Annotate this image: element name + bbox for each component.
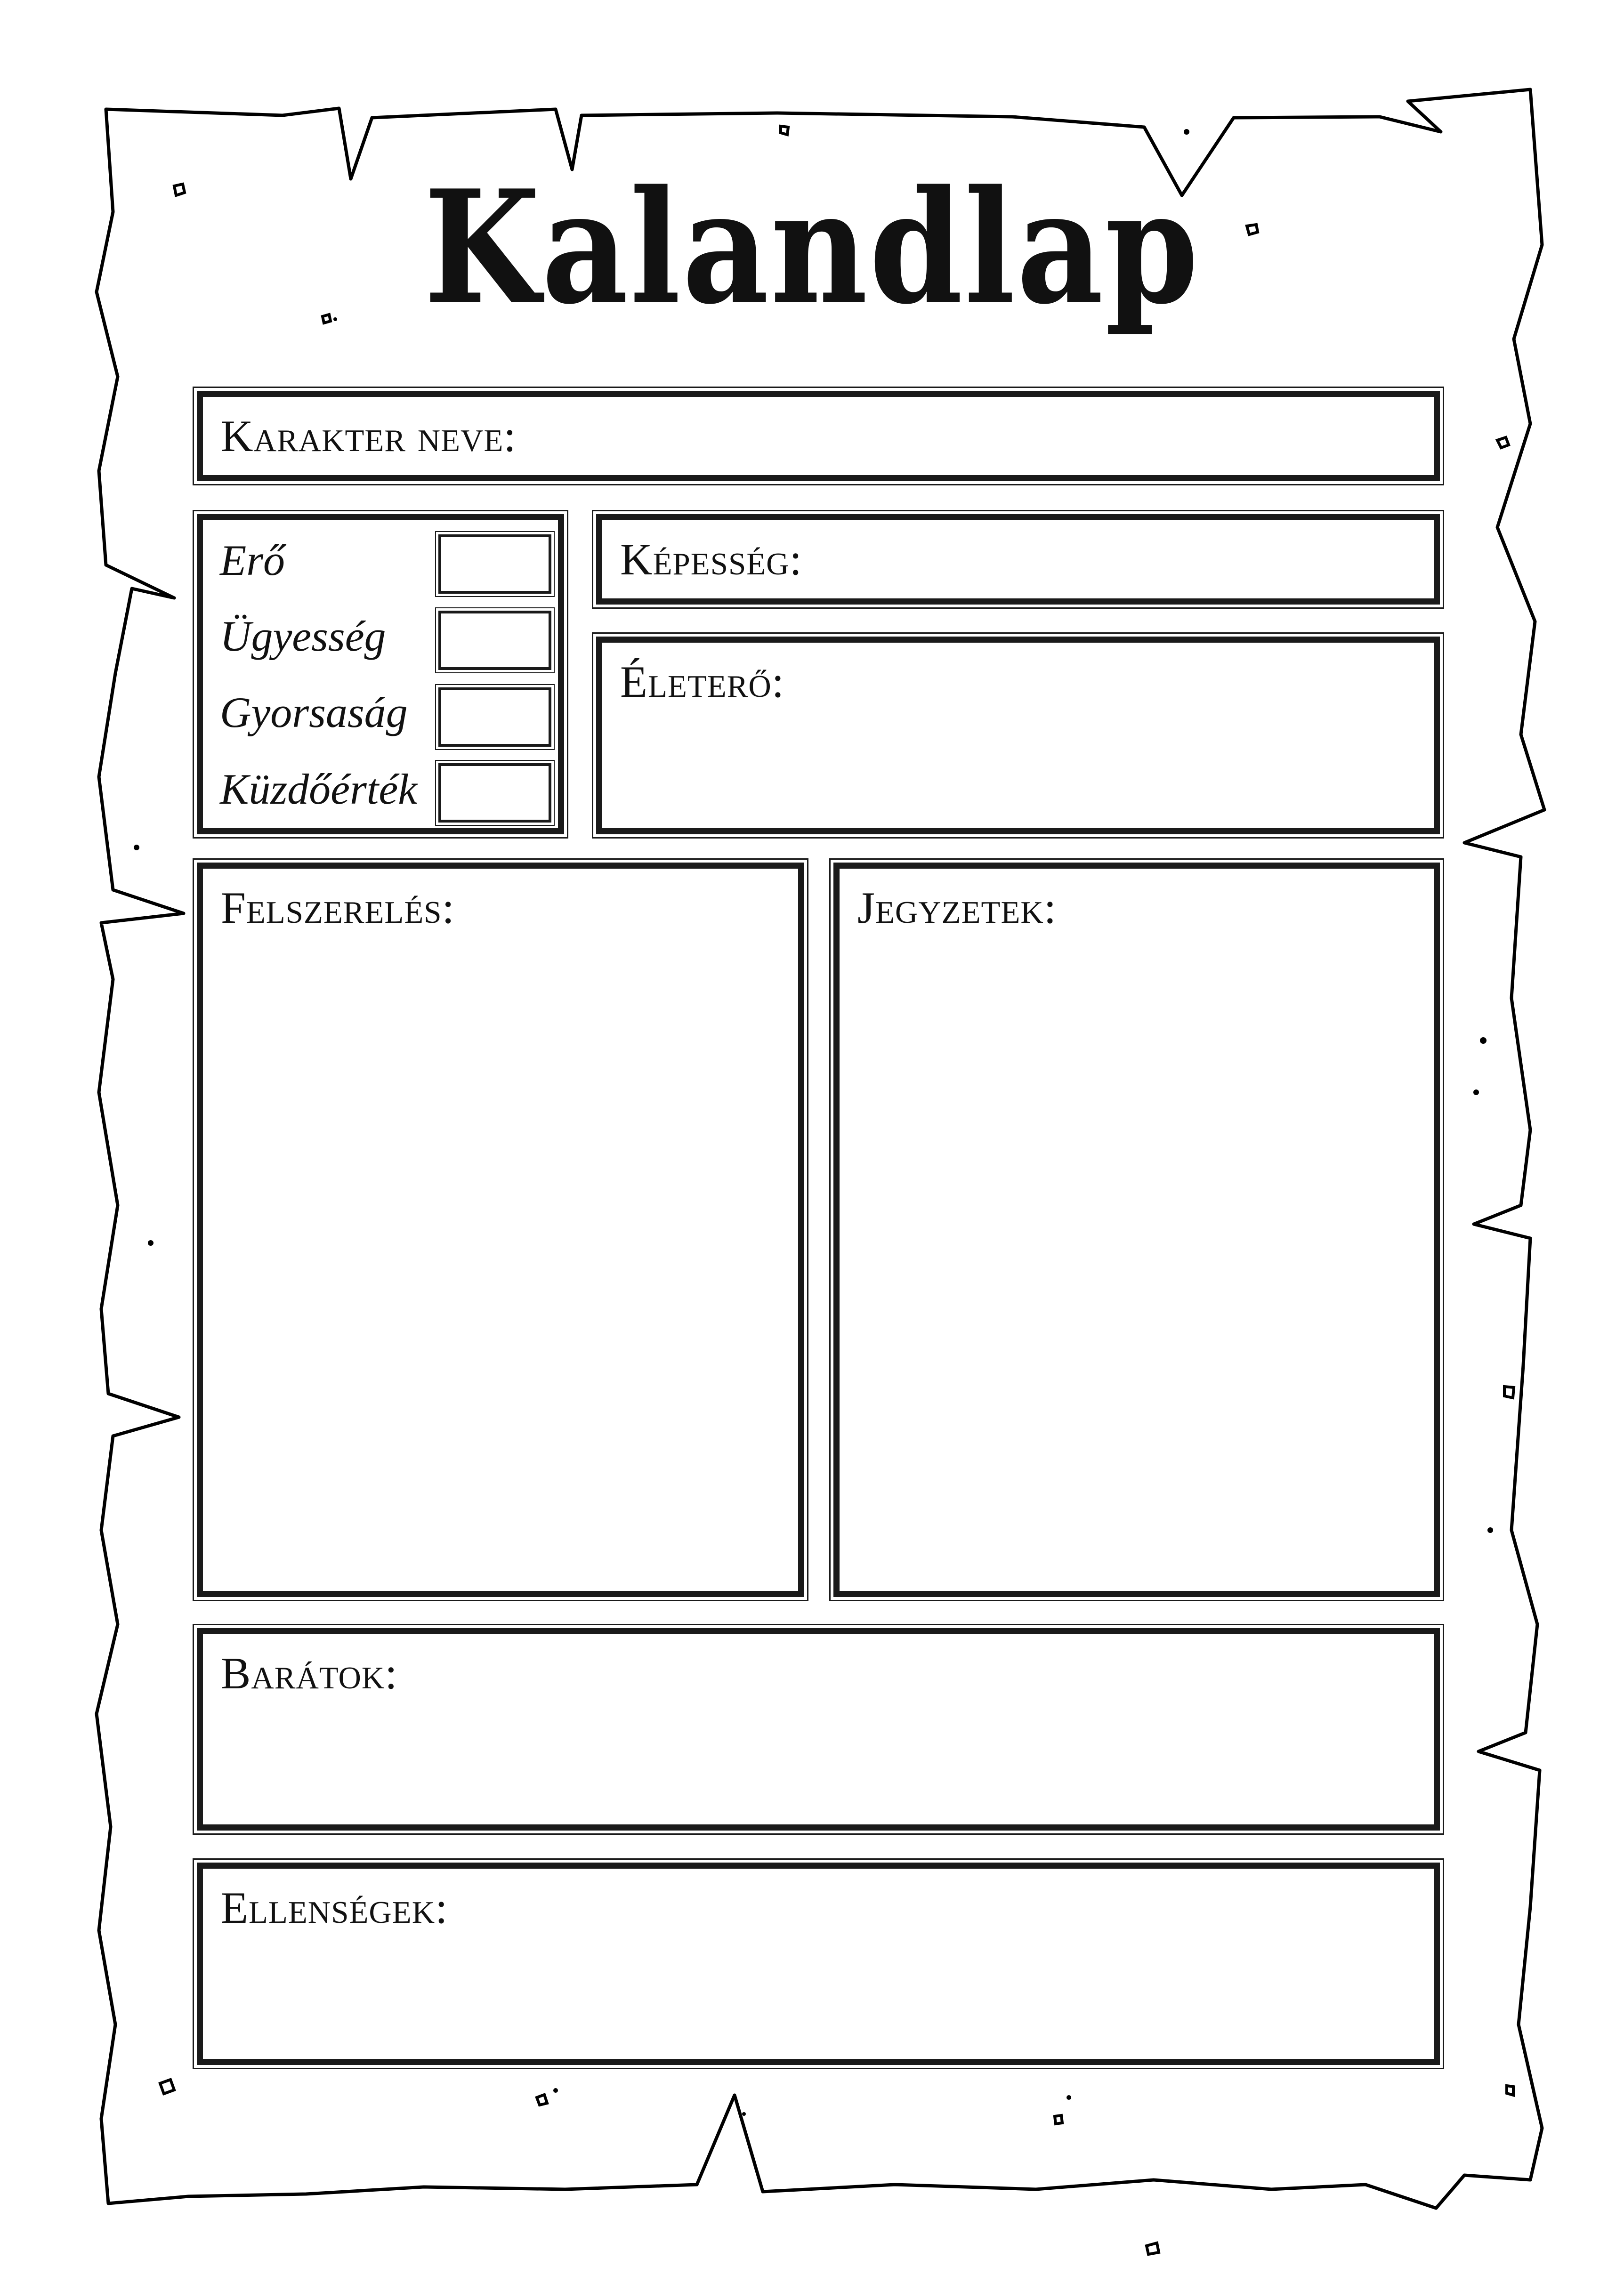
stats-panel (197, 514, 564, 834)
enemies-label: Ellenségek: (221, 1883, 448, 1933)
friends-label: Barátok: (221, 1648, 398, 1698)
stat-label-dexterity: Ügyesség (220, 612, 386, 660)
stat-label-combat-value: Küzdőérték (220, 765, 418, 813)
stat-box-combat-value[interactable] (438, 763, 551, 823)
equipment-field[interactable] (197, 863, 804, 1597)
stat-box-strength[interactable] (438, 534, 551, 594)
friends-field[interactable] (197, 1628, 1440, 1831)
health-label: Életerő: (620, 657, 785, 707)
notes-label: Jegyzetek: (857, 883, 1057, 933)
notes-field[interactable] (833, 863, 1440, 1597)
skill-field[interactable] (596, 514, 1440, 605)
stat-label-speed: Gyorsaság (220, 688, 408, 736)
equipment-label: Felszerelés: (221, 883, 455, 933)
health-field[interactable] (596, 637, 1440, 834)
stat-box-speed[interactable] (438, 687, 551, 747)
page-title: Kalandlap (424, 156, 1200, 339)
stat-label-strength: Erő (220, 536, 285, 584)
skill-label: Képesség: (620, 534, 802, 584)
enemies-field[interactable] (197, 1863, 1440, 2065)
character-name-field[interactable] (197, 391, 1440, 481)
character-name-label: Karakter neve: (221, 411, 517, 461)
stat-box-dexterity[interactable] (438, 611, 551, 670)
